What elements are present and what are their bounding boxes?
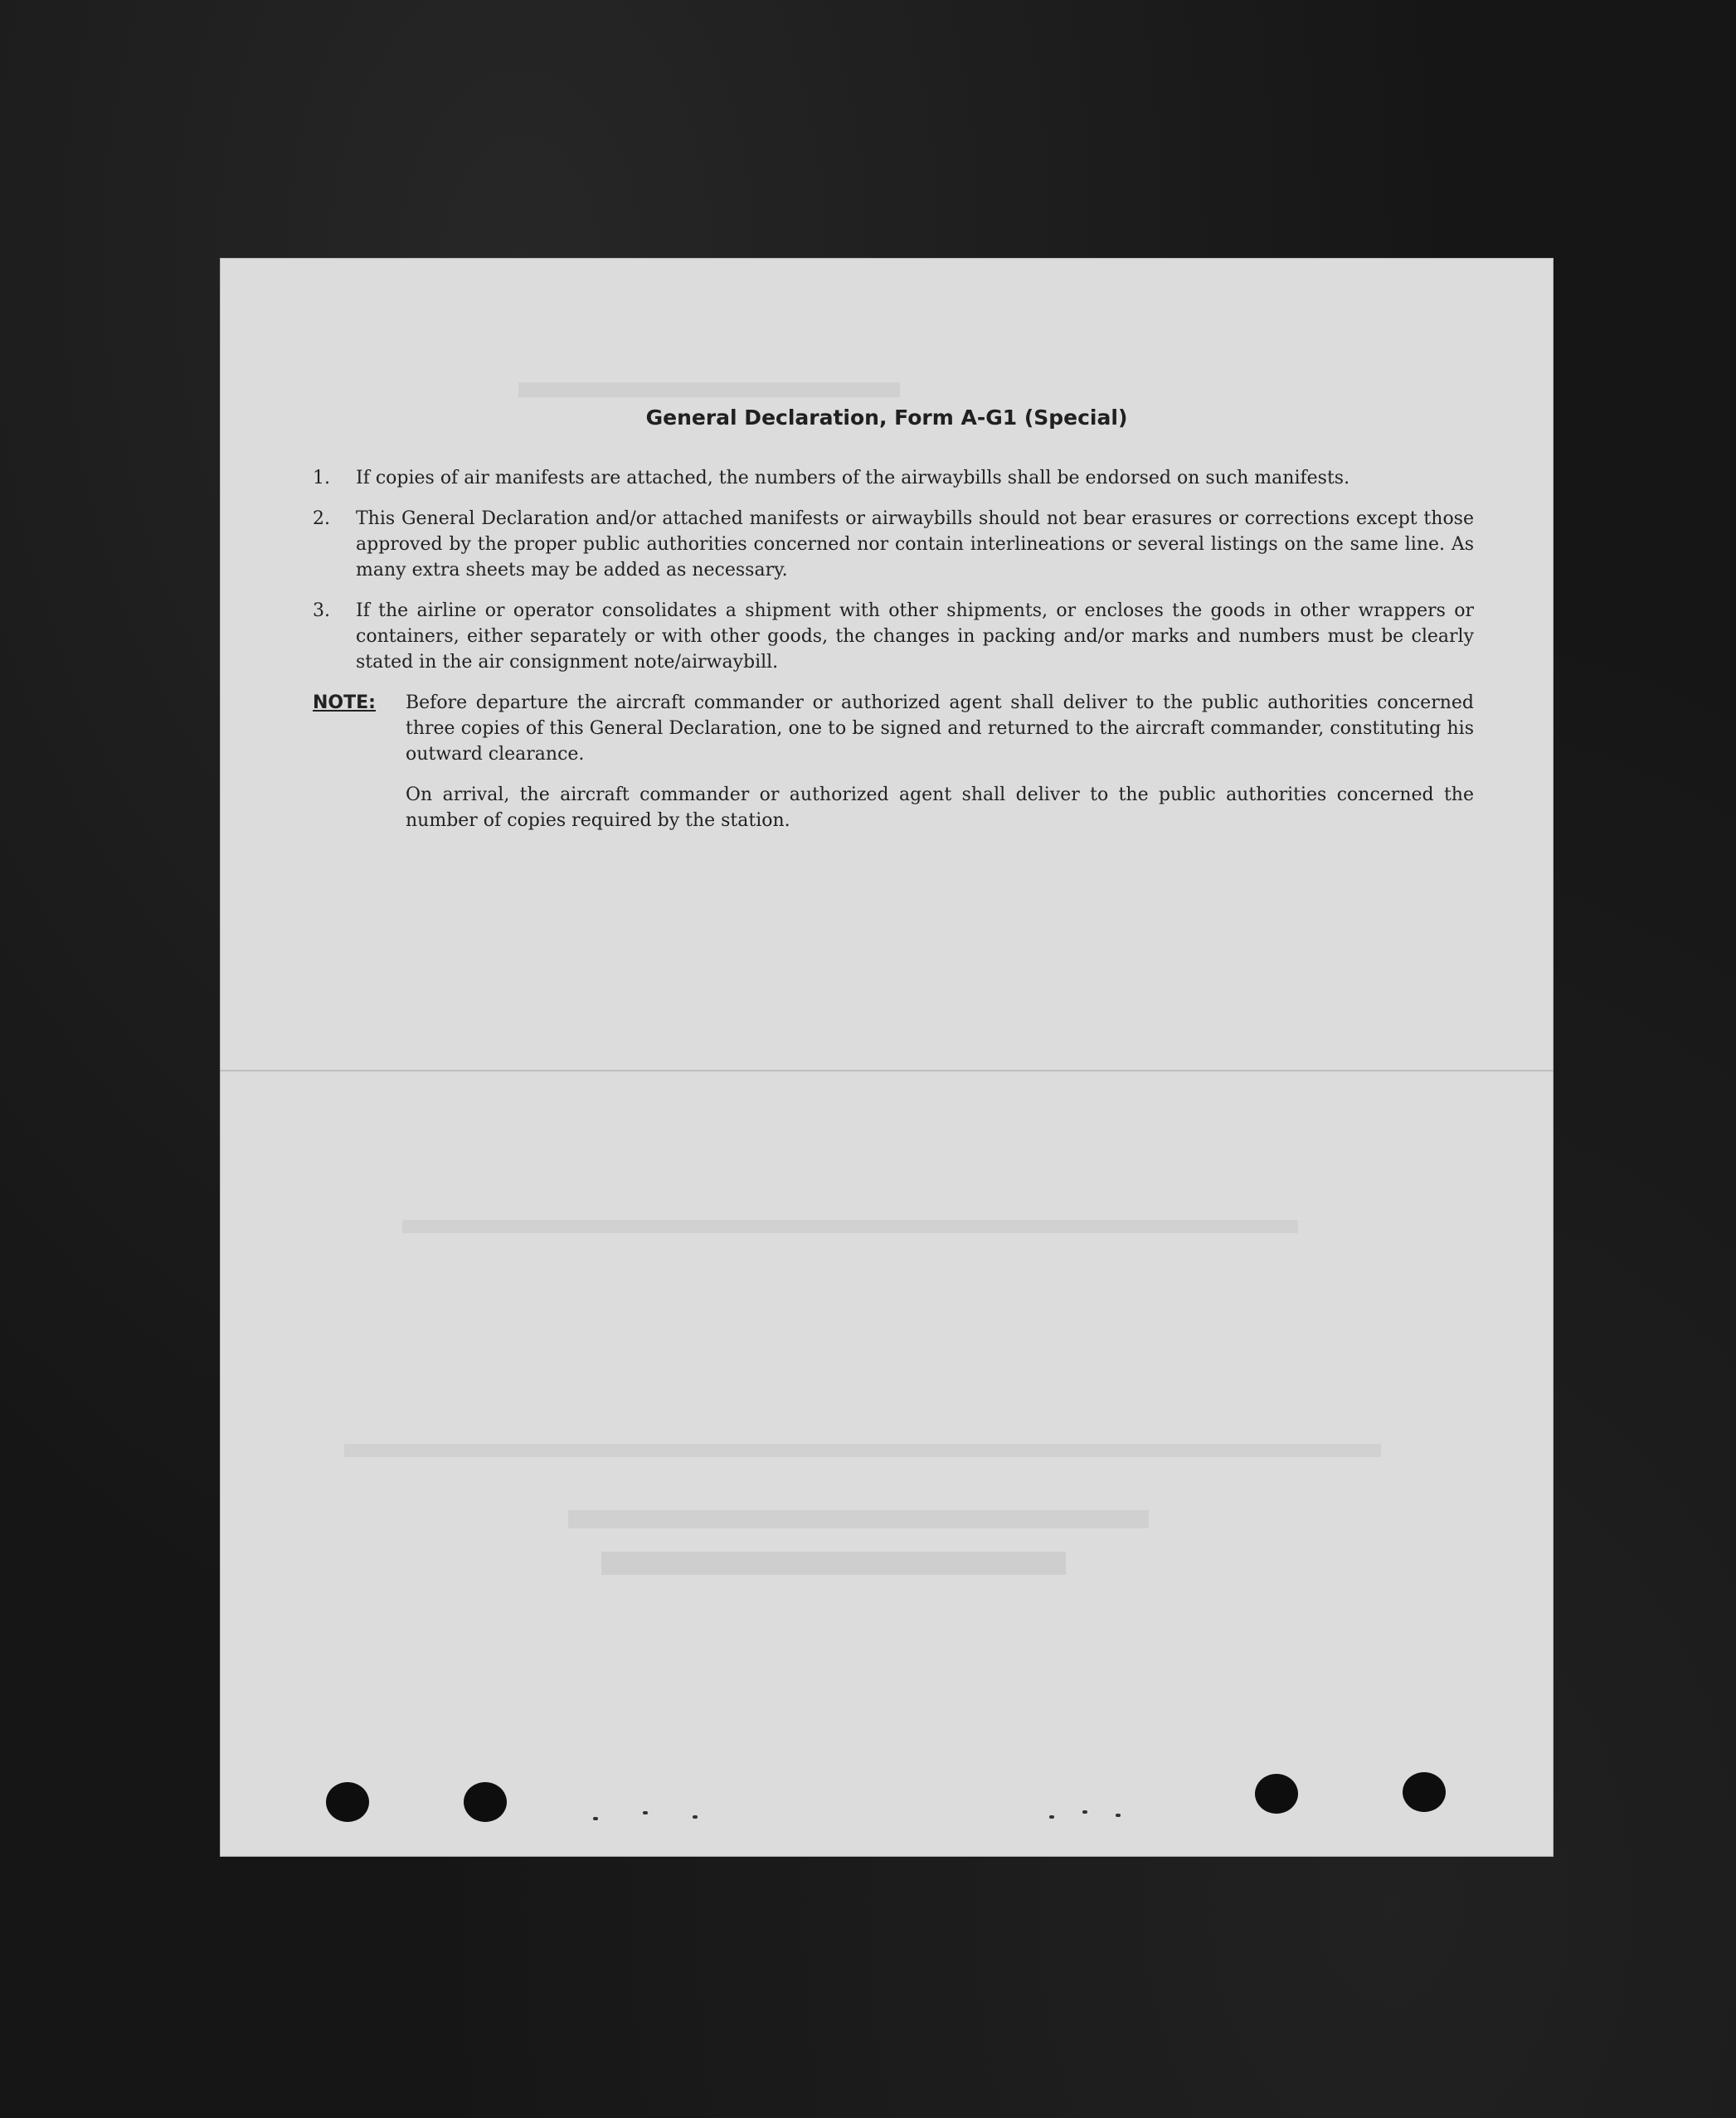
note-section [313,690,1474,848]
note-paragraph: On arrival, the aircraft commander or authorized agent shall deliver to the public authorities concerned the number of copies required by the station. [406,785,1474,831]
note-body [406,690,1474,848]
item-number: 1. [313,468,330,488]
speck [1049,1815,1054,1819]
show-through-mark [518,382,900,397]
show-through-mark [601,1552,1066,1575]
speck [643,1811,648,1814]
punch-hole [1403,1772,1446,1812]
item-text: This General Declaration and/or attached manifests or airwaybills should not bear erasures or corrections except those approved by the proper public authorities concerned nor contain interlineations or several listings on the same line. As many extra sheets may be added as necessary. [356,508,1474,581]
show-through-mark [402,1220,1298,1233]
list-item [313,465,1474,491]
punch-hole [464,1782,507,1822]
speck [593,1817,598,1820]
item-number: 2. [313,508,330,529]
speck [1082,1810,1087,1814]
speck [1116,1814,1121,1817]
show-through-mark [568,1510,1149,1528]
note-paragraph: Before departure the aircraft commander or authorized agent shall deliver to the public authorities concerned three copies of this General Declaration, one to be signed and returned to the aircraft commander, constituting his outward clearance. [406,692,1474,765]
list-item [313,506,1474,583]
speck [693,1815,698,1819]
show-through-mark [344,1444,1381,1457]
item-text: If copies of air manifests are attached, the numbers of the airwaybills shall be endorsed on such manifests. [356,468,1350,488]
note-label: NOTE: [313,692,376,713]
document-title: General Declaration, Form A-G1 (Special) [645,406,1128,430]
item-number: 3. [313,600,330,621]
fold-line [220,1070,1554,1071]
punch-hole [326,1782,369,1822]
item-text: If the airline or operator consolidates a shipment with other shipments, or encloses the goods in other wrappers or containers, either separately or with other goods, the changes in packing and/or marks and numbers must be clearly stated in the air consignment note/airwaybill. [356,600,1474,673]
document-sheet [220,258,1554,1857]
list-item [313,598,1474,675]
instructions-list [313,465,1474,848]
punch-hole [1255,1774,1298,1814]
